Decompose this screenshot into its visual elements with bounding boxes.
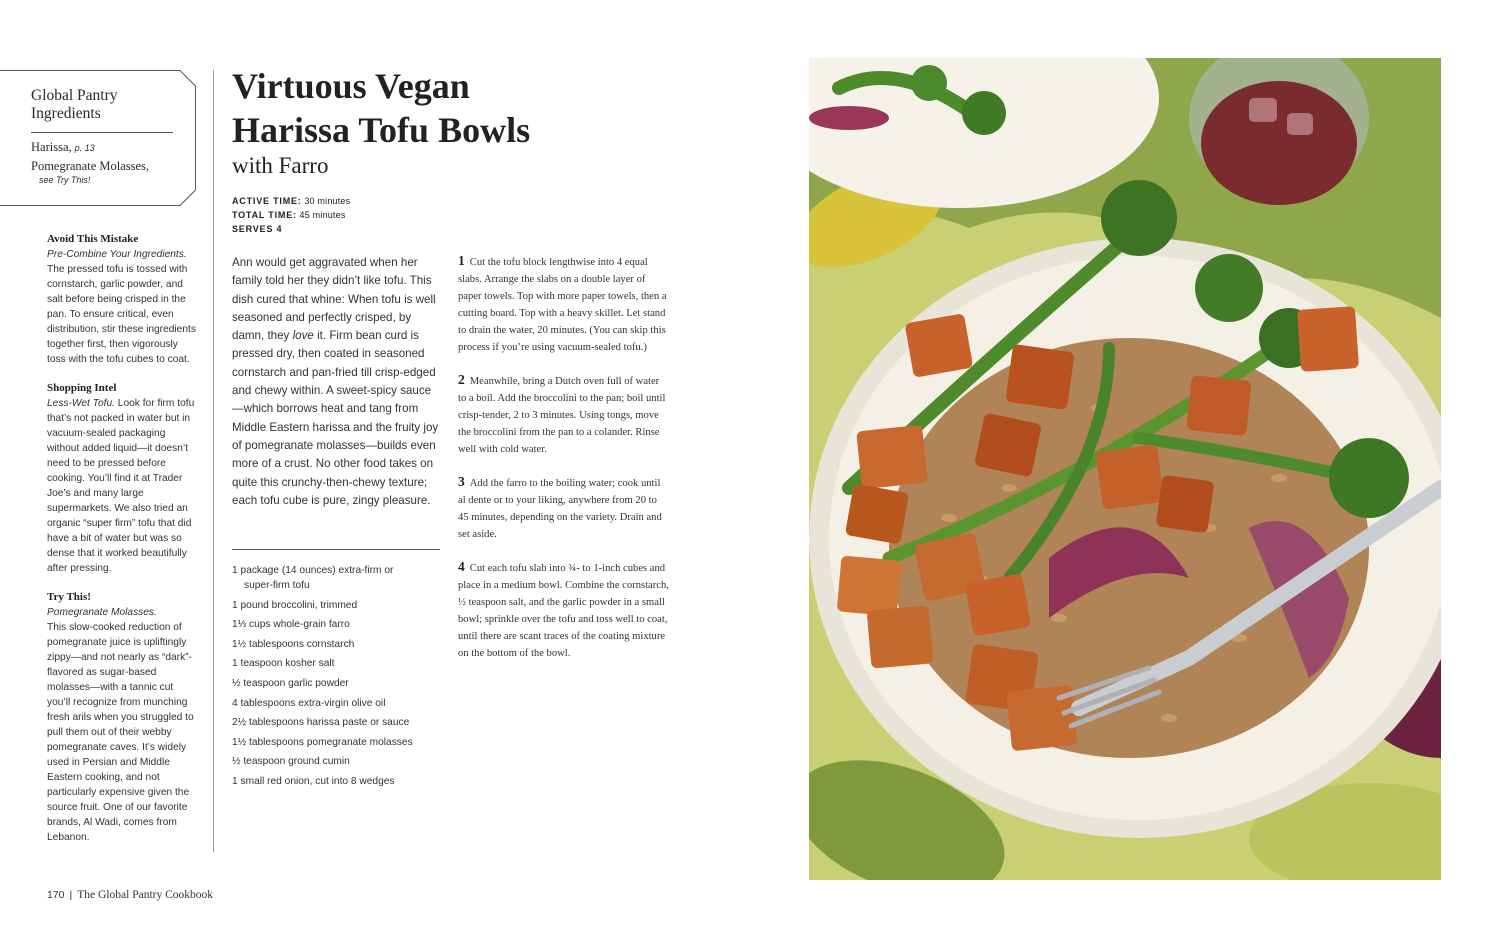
broccolini-floret [1101,180,1177,256]
tofu-cube [965,573,1031,636]
global-pantry-box [0,70,196,206]
intro-text: it. Firm bean curd is pressed dry, then coated in seasoned cornstarch and pan-fried till crisp-edged and chewy within. A sweet-spicy sauce—which borrows heat and tang from Middle Eastern harissa and the fruity joy of pomegranate molasses—builds even more of a crust. No other food takes on quite this crunchy-then-chewy texture; each tofu cube is pure, zingy pleasure. [232,329,439,507]
ingredient-text-continued: super-firm tofu [244,580,310,591]
meta-value: 30 minutes [304,196,351,206]
book-title: The Global Pantry Cookbook [77,889,214,901]
step-number: 3 [458,474,465,489]
tofu-cube [867,605,934,668]
broccolini-floret [1195,254,1263,322]
pantry-item-see-ref: see Try This! [39,175,91,185]
recipe-subtitle: with Farro [232,153,329,178]
recipe-step [458,252,670,356]
meta-value: 45 minutes [299,210,346,220]
ingredient-item: 4 tablespoons extra-virgin olive oil [232,697,386,709]
meta-label: ACTIVE TIME: [232,196,302,206]
intro-text: Ann would get aggravated when her family told her they didn’t like tofu. This dish cured that whine: When tofu is well seasoned and perfectly crisped, by damn, they [232,256,436,343]
tofu-cube [905,313,974,378]
ingredient-item: 2½ tablespoons harissa paste or sauce [232,717,410,729]
ingredient-item: 1 small red onion, cut into 8 wedges [232,775,395,787]
tofu-cube [1005,344,1074,410]
note-shopping-intel [47,381,199,576]
pantry-item-pomegranate-molasses [31,159,149,174]
ice-cube [1287,113,1313,135]
note-subheading: Pomegranate Molasses. [47,607,157,618]
note-body: This slow-cooked reduction of pomegranate juice is upliftingly zippy—and not nearly as “dark”-flavored as sugar-based molasses—with a tannic cut you’ll recognize from munching fresh arils when you struggled to pull them out of their webby pomegranate caves. It’s widely used in Persian and Middle Eastern cooking, and not particularly expensive given the source fruit. One of our favorite brands, Al Wadi, comes from Lebanon. [47,622,194,843]
recipe-photo [809,58,1441,880]
step-text: Meanwhile, bring a Dutch oven full of water to a boil. Add the broccolini to the pan; boil until crisp-tender, 2 to 3 minutes. Using tongs, move the broccolini from the pan to a colander. Rinse well with cold water. [458,376,666,455]
ingredient-item: 1 teaspoon kosher salt [232,658,335,670]
tofu-cube [837,555,902,616]
ingredient-item: 1½ tablespoons pomegranate molasses [232,736,413,748]
note-body: Look for firm tofu that’s not packed in water but in vacuum-sealed packaging without added liquid—it doesn’t need to be pressed before cooking. You’ll find it at Trader Joe’s and many large supermarkets. We also tried an organic “super firm” tofu that did have a bit of water but was so dense that it worked beautifully after pressing. [47,398,195,574]
pantry-item-page-ref: p. 13 [74,143,95,153]
recipe-step [458,473,670,543]
footer-separator: | [69,889,73,901]
meta-serves [232,224,282,234]
meta-total-time [232,210,346,220]
page-number: 170 [47,889,65,901]
sidebar-notes [47,232,199,859]
step-text: Cut the tofu block lengthwise into 4 equal slabs. Arrange the slabs on a double layer of paper towels. Top with more paper towels, then a cutting board. Top with a heavy skillet. Let stand to drain the water, 20 minutes. (You can skip this process if you’re using vacuum-sealed tofu.) [458,257,667,353]
step-number: 2 [458,372,465,387]
pomegranate-juice [1201,81,1357,205]
note-subheading: Less-Wet Tofu. [47,398,115,409]
pantry-item-name: Harissa, [31,140,72,154]
step-number: 4 [458,559,465,574]
side-onion [809,106,889,130]
recipe-step [458,558,670,662]
page-footer [47,889,213,901]
tofu-cube [1186,375,1251,436]
ingredient-item: 1½ tablespoons cornstarch [232,638,355,650]
note-try-this [47,590,199,845]
ingredient-item: ½ teaspoon garlic powder [232,677,349,689]
pantry-item-harissa [31,140,95,155]
recipe-steps [458,252,670,677]
recipe-intro [232,254,442,510]
intro-emphasis: love [292,329,314,343]
ingredient-text: 1 package (14 ounces) extra-firm or [232,565,394,576]
note-avoid-this-mistake [47,232,199,367]
tofu-cube [856,425,928,490]
meta-label: TOTAL TIME: [232,210,297,220]
broccolini-floret [1329,438,1409,518]
side-broccolini-floret [911,65,947,101]
ingredient-item: 1 pound broccolini, trimmed [232,599,358,611]
ingredient-list [232,563,442,794]
ice-cube [1249,98,1277,122]
note-subheading: Pre-Combine Your Ingredients. [47,249,187,260]
note-heading: Shopping Intel [47,382,117,394]
meta-active-time [232,196,350,206]
tofu-cube [845,484,909,545]
ingredient-item: ½ teaspoon ground cumin [232,756,350,768]
ingredient-item [232,563,442,593]
pantry-item-name: Pomegranate Molasses, [31,159,150,173]
ingredient-item: 1⅓ cups whole-grain farro [232,619,350,631]
tofu-cube [1297,306,1359,372]
side-broccolini-floret [962,91,1006,135]
recipe-title: Virtuous Vegan Harissa Tofu Bowls [232,66,531,150]
step-text: Cut each tofu slab into ¾- to 1-inch cubes and place in a medium bowl. Combine the cornstarch, ½ teaspoon salt, and the garlic powder in a small bowl; sprinkle over the tofu and toss well to coat, until there are scant traces of the coating mixture on the bottom of the bowl. [458,563,669,659]
pantry-box-divider [31,132,173,133]
recipe-step [458,371,670,458]
pantry-box-title: Global Pantry Ingredients [31,87,118,122]
column-divider [213,70,214,852]
step-number: 1 [458,253,465,268]
ingredients-divider [232,549,440,550]
meta-label: SERVES 4 [232,224,283,234]
note-body: The pressed tofu is tossed with cornstarch, garlic powder, and salt before being crisped in the pan. To ensure critical, even distribution, stir these ingredients together first, then vigorously toss with the tofu cubes to coat. [47,264,196,365]
tofu-cube [1095,444,1164,510]
tofu-cube [1156,475,1215,534]
note-heading: Avoid This Mistake [47,233,139,245]
tofu-bowl-illustration [809,58,1441,880]
note-heading: Try This! [47,591,91,603]
step-text: Add the farro to the boiling water; cook until al dente or to your liking, anywhere from 20 to 45 minutes, depending on the variety. Drain and set aside. [458,478,662,540]
